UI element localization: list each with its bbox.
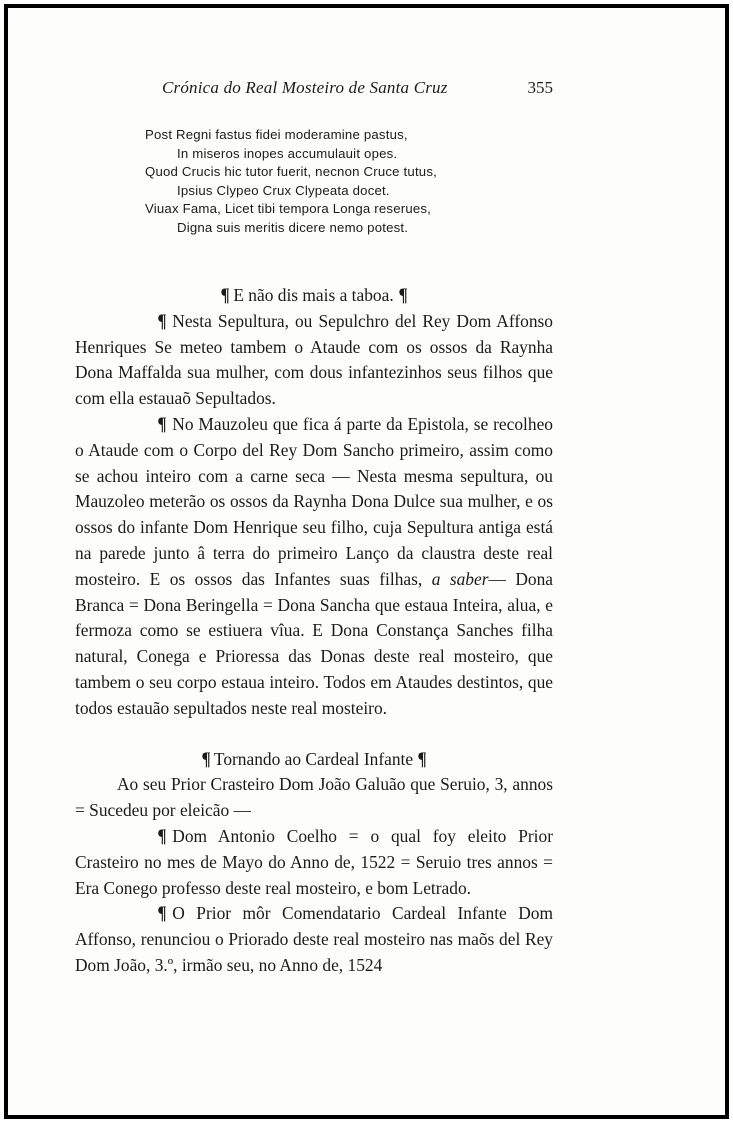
paragraph-antonio-coelho: ¶ Dom Antonio Coelho = o qual foy eleito Prior Crasteiro no mes de Mayo do Anno de, 1522 = Seruio tres annos = Era Conego professo deste real mosteiro, e bom Letrado.	[75, 825, 553, 898]
verse-line: Post Regni fastus fidei moderamine pastus,	[145, 127, 408, 142]
page-number: 355	[527, 78, 553, 97]
verse-line: Viuax Fama, Licet tibi tempora Longa reserues,	[145, 201, 432, 217]
paragraph-prior-comendatario: ¶ O Prior môr Comendatario Cardeal Infante Dom Affonso, renunciou o Priorado deste real mosteiro nas maõs del Rey Dom João, 3.º, irmão seu, no Anno de, 1524	[75, 903, 553, 975]
pilcrow-icon: ¶	[398, 285, 408, 306]
verse-line: In miseros inopes accumulauit opes.	[177, 145, 398, 161]
paragraph-closing-note: ¶ E não dis mais a taboa. ¶	[75, 283, 553, 309]
paragraph-joao-galuao: Ao seu Prior Crasteiro Dom João Galuão que Seruio, 3, annos = Sucedeu por eleicão —	[75, 774, 553, 821]
pilcrow-icon: ¶	[157, 310, 167, 332]
pilcrow-icon: ¶	[417, 748, 427, 770]
pilcrow-icon: ¶	[157, 413, 167, 435]
header-title: Crónica do Real Mosteiro de Santa Cruz	[162, 78, 448, 97]
paragraph-cardeal-infante-heading: ¶ Tornando ao Cardeal Infante ¶	[75, 747, 553, 773]
pilcrow-icon: ¶	[201, 748, 211, 770]
paragraph-sancho-primeiro: ¶ No Mauzoleu que fica á parte da Epistola, se recolheo o Ataude com o Corpo del Rey Dom Sancho primeiro, assim como se achou inteiro com a carne seca — Nesta mesma sepultura, ou Mauzoleo meterão os ossos da Raynha Dona Dulce sua mulher, e os ossos do infante Dom Henrique seu filho, cuja Sepultura antiga está na parede junto â terra do primeiro Lanço da claustra deste real mosteiro. E os ossos das Infantes suas filhas, a saber— Dona Branca = Dona Beringella = Dona Sancha que estaua Inteira, alua, e fermoza como se estiuera vîua. E Dona Constança Sanches filha natural, Conega e Prioressa das Donas deste real mosteiro, que tambem o seu corpo estaua inteiro. Todos em Ataudes destintos, que todos estauão sepultados neste real mosteiro.	[75, 413, 553, 718]
running-header	[75, 78, 553, 102]
main-text	[75, 283, 553, 979]
verse-line: Digna suis meritis dicere nemo potest.	[177, 219, 409, 235]
verse-line: Quod Crucis hic tutor fuerit, necnon Cruce tutus,	[145, 164, 437, 180]
latin-epitaph	[145, 126, 550, 238]
pilcrow-icon: ¶	[157, 825, 167, 847]
pilcrow-icon: ¶	[157, 903, 167, 925]
paragraph-affonso-henriques: ¶ Nesta Sepultura, ou Sepulchro del Rey Dom Affonso Henriques Se meteo tambem o Ataude com os ossos da Raynha Dona Maffalda sua mulher, com dous infantezinhos seus filhos que com ella estauaõ Sepultados.	[75, 310, 553, 409]
verse-line: Ipsius Clypeo Crux Clypeata docet.	[177, 182, 390, 198]
pilcrow-icon: ¶	[220, 285, 230, 306]
